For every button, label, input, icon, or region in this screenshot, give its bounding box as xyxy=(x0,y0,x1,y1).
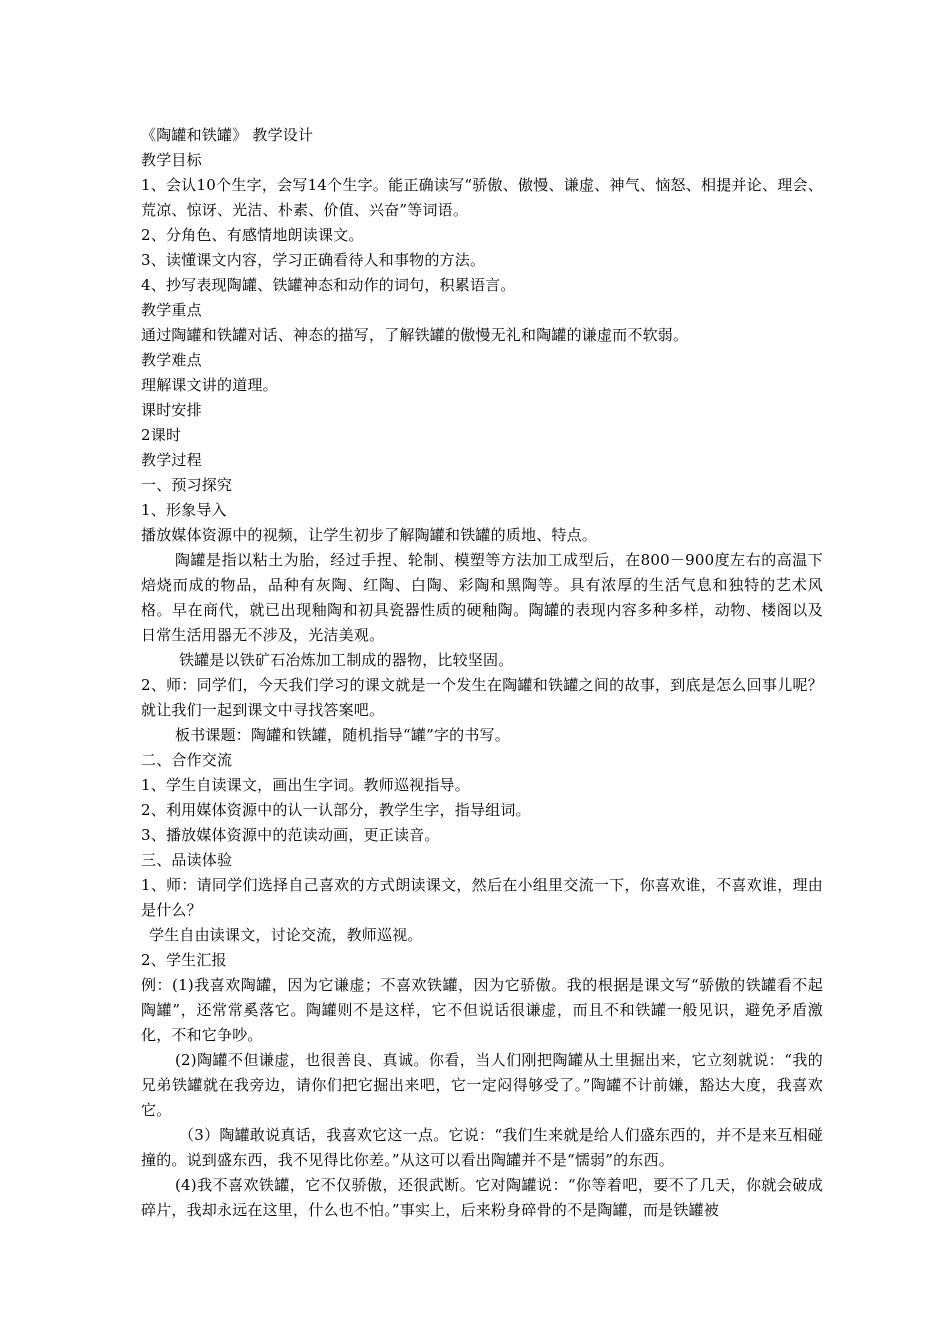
part-2-step-1: 1、学生自读课文，画出生字词。教师巡视指导。 xyxy=(141,776,470,794)
pottery-paragraph: 陶罐是指以粘土为胎，经过手捏、轮制、模塑等方法加工成型后，在800－900度左右的高温下焙烧而成的物品，品种有灰陶、红陶、白陶、彩陶和黑陶等。具有浓厚的生活气息和独特的艺术风格。早在商代，就已出现釉陶和初具瓷器性质的硬釉陶。陶罐的表现内容多种多样，动物、楼阁以及日常生活用器无不涉及，光洁美观。 xyxy=(141,551,823,644)
goal-item-2: 2、分角色、有感情地朗读课文。 xyxy=(141,226,364,244)
section-heading-schedule: 课时安排 xyxy=(141,401,202,419)
goal-item-4: 4、抄写表现陶罐、铁罐神态和动作的词句，积累语言。 xyxy=(141,276,516,294)
part-3-step-2: 2、学生汇报 xyxy=(141,951,227,969)
part-1-step-1: 1、形象导入 xyxy=(141,501,227,519)
document-title: 《陶罐和铁罐》 教学设计 xyxy=(141,126,314,144)
goal-item-3: 3、读懂课文内容，学习正确看待人和事物的方法。 xyxy=(141,251,486,269)
key-text: 通过陶罐和铁罐对话、神态的描写，了解铁罐的傲慢无礼和陶罐的谦虚而不软弱。 xyxy=(141,326,689,344)
section-heading-key: 教学重点 xyxy=(141,301,202,319)
example-paragraph-4: (4)我不喜欢铁罐，它不仅骄傲，还很武断。它对陶罐说：“你等着吧，要不了几天，你就会破成碎片，我却永远在这里，什么也不怕。”事实上，后来粉身碎骨的不是陶罐，而是铁罐被 xyxy=(141,1176,823,1219)
part-heading-3: 三、品读体验 xyxy=(141,851,233,869)
part-1-step-2: 2、师：同学们，今天我们学习的课文就是一个发生在陶罐和铁罐之间的故事，到底是怎么回事儿呢？就让我们一起到课文中寻找答案吧。 xyxy=(141,676,823,719)
free-read-text: 学生自由读课文，讨论交流，教师巡视。 xyxy=(149,926,423,944)
goal-item-1: 1、会认10个生字，会写14个生字。能正确读写“骄傲、傲慢、谦虚、神气、恼怒、相提并论、理会、荒凉、惊讶、光洁、朴素、价值、兴奋”等词语。 xyxy=(141,176,823,219)
document-body xyxy=(141,123,823,1223)
section-heading-goals: 教学目标 xyxy=(141,151,202,169)
part-2-step-3: 3、播放媒体资源中的范读动画，更正读音。 xyxy=(141,826,440,844)
part-2-step-2: 2、利用媒体资源中的认一认部分，教学生字，指导组词。 xyxy=(141,801,531,819)
board-text: 板书课题：陶罐和铁罐，随机指导“罐”字的书写。 xyxy=(175,726,510,744)
part-3-step-1: 1、师：请同学们选择自己喜欢的方式朗读课文，然后在小组里交流一下，你喜欢谁，不喜欢谁，理由是什么？ xyxy=(141,876,823,919)
example-paragraph-3: （3）陶罐敢说真话，我喜欢它这一点。它说：“我们生来就是给人们盛东西的，并不是来互相碰撞的。说到盛东西，我不见得比你差。”从这可以看出陶罐并不是“懦弱”的东西。 xyxy=(141,1126,823,1169)
part-heading-2: 二、合作交流 xyxy=(141,751,233,769)
part-heading-1: 一、预习探究 xyxy=(141,476,233,494)
section-heading-process: 教学过程 xyxy=(141,451,202,469)
example-paragraph-1: 例：(1)我喜欢陶罐，因为它谦虚；不喜欢铁罐，因为它骄傲。我的根据是课文写“骄傲的铁罐看不起陶罐”，还常常奚落它。陶罐则不是这样，它不但说话很谦虚，而且不和铁罐一般见识，避免矛盾激化，不和它争吵。 xyxy=(141,976,823,1044)
section-heading-difficulty: 教学难点 xyxy=(141,351,202,369)
schedule-text: 2课时 xyxy=(141,426,182,444)
example-paragraph-2: (2)陶罐不但谦虚，也很善良、真诚。你看，当人们刚把陶罐从土里掘出来，它立刻就说：“我的兄弟铁罐就在我旁边，请你们把它掘出来吧，它一定闷得够受了。”陶罐不计前嫌，豁达大度，我喜欢它。 xyxy=(141,1051,823,1119)
intro-text: 播放媒体资源中的视频，让学生初步了解陶罐和铁罐的质地、特点。 xyxy=(141,526,598,544)
iron-paragraph: 铁罐是以铁矿石冶炼加工制成的器物，比较坚固。 xyxy=(179,651,514,669)
difficulty-text: 理解课文讲的道理。 xyxy=(141,376,278,394)
